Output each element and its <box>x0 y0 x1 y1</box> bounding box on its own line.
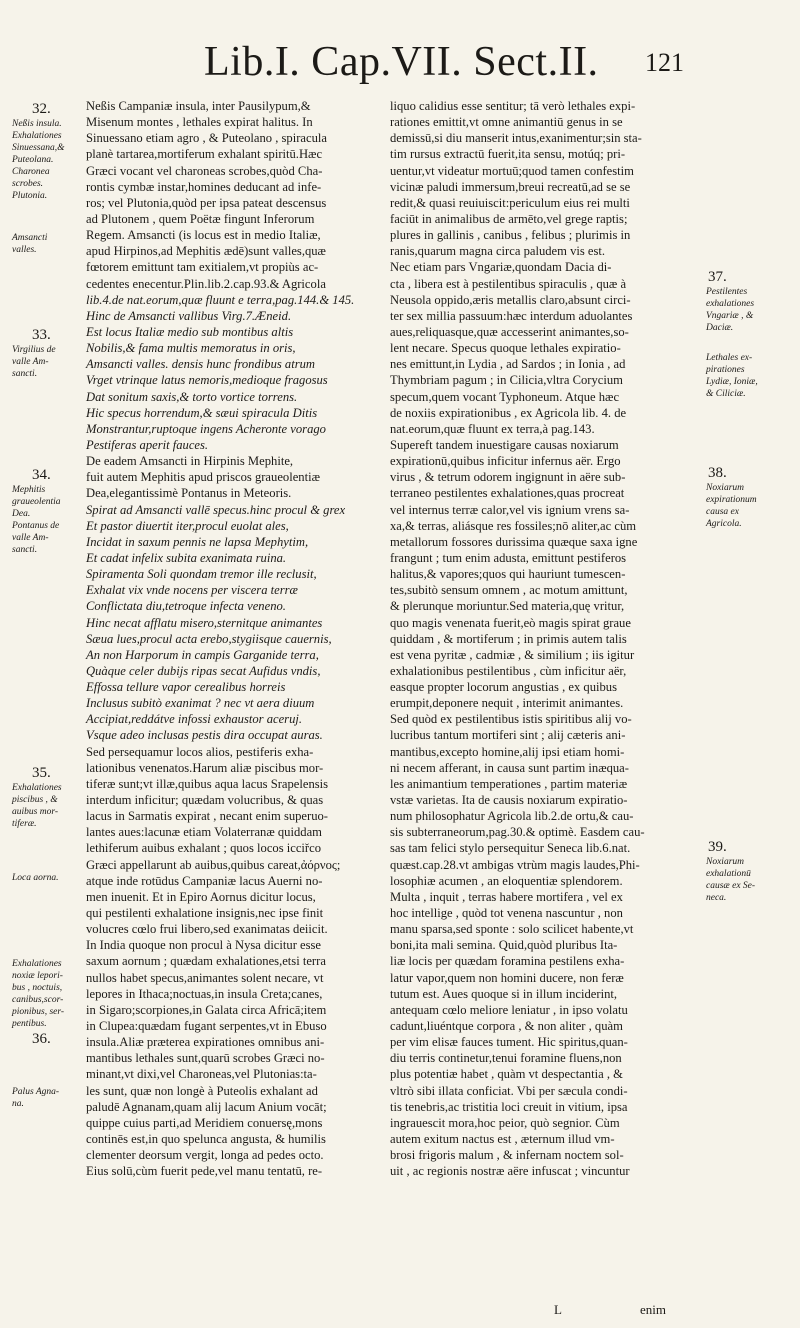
text-line: sas tam felici stylo persequitur Seneca lib.6.nat. <box>390 841 631 856</box>
text-line: Quàque celer dubijs ripas secat Aufidus vndis, <box>86 663 321 678</box>
margin-note-line: Pontanus de <box>12 521 60 531</box>
text-line: men inuenit. Et in Epiro Aornus dicitur locus, <box>86 889 316 904</box>
text-line: ter sex millia passuum:hæc interdum aduolantes <box>390 308 633 323</box>
text-line: Sed quòd ex pestilentibus istis spiritibus alij vo- <box>390 712 632 727</box>
margin-note-line: tiferæ. <box>12 819 37 829</box>
margin-section-number: 32. <box>32 101 51 117</box>
text-line: aues,reliquasque,quæ accesserint animantes,so- <box>390 324 629 339</box>
text-line: apud Hirpinos,ad Mephitis ædē)sunt valles,quæ <box>86 244 326 259</box>
text-line: liquo calidius esse sentitur; tā verò lethales expi- <box>390 99 636 113</box>
text-line: ros; vel Plutonia,quòd per ipsa pateat descensus <box>86 195 327 210</box>
margin-note-line: graueolentia <box>12 497 61 507</box>
margin-note-line: & Ciliciæ. <box>706 389 746 399</box>
text-line: tim rursus extractū fuerit,ita sensu, motúq; pri- <box>390 147 626 162</box>
text-line: vltrò sibi illata conficiat. Vbi per sæcula condi- <box>390 1083 628 1098</box>
margin-note-line: Exhalationes <box>12 959 62 969</box>
text-line: virus , & tetrum odorem ingignunt in aëre sub- <box>390 470 626 485</box>
text-line: cta , libera est à pestilentibus spiraculis , quæ à <box>390 276 627 291</box>
text-line: Dat sonitum saxis,& torto vortice torrens. <box>86 389 298 404</box>
margin-note-line: exhalationū <box>706 869 751 879</box>
text-line: diu terris continetur,tenui foramine fluens,non <box>390 1051 622 1066</box>
margin-note-line: Charonea <box>12 167 50 177</box>
margin-note-line: causæ ex Se- <box>706 881 756 891</box>
margin-note-line: Agricola. <box>706 519 742 529</box>
margin-note <box>12 764 82 830</box>
text-line: sis subterraneorum,pag.30.& optimè. Easdem cau- <box>390 825 645 840</box>
text-line: paludē Agnanam,quam alij lacum Anium vocāt; <box>86 1099 327 1114</box>
left-text-column <box>86 98 370 1179</box>
text-line: lationibus venenatos.Harum aliæ piscibus mor- <box>86 760 324 775</box>
margin-note <box>706 352 776 400</box>
signature-mark: L <box>554 1302 562 1317</box>
margin-note-line: expirationum <box>706 495 757 505</box>
text-line: Vsque adeo inclusas pestis dira occupat auras. <box>86 728 323 743</box>
text-line: hoc intellige , quòd tot venena nascuntur , non <box>390 906 623 921</box>
text-line: ingrauescit mora,hoc peior, quò segnior. Cùm <box>390 1115 620 1130</box>
text-line: uit , ac regionis nostræ aëre infuscat ; vincuntur <box>390 1164 630 1179</box>
text-line: lent necare. Specus quoque lethales expiratio- <box>390 341 621 356</box>
margin-note <box>706 464 776 530</box>
margin-note-line: Pestilentes <box>706 287 748 297</box>
text-line: quiddam , & mortiferum ; in primis autem talis <box>390 631 627 646</box>
margin-note-line: Plutonia. <box>12 191 48 201</box>
text-line: In India quoque non procul à Nysa dicitur esse <box>86 938 322 953</box>
text-line: Monstrantur,ruptoque ingens Acheronte vorago <box>86 421 326 436</box>
margin-note-line: exhalationes <box>706 299 755 309</box>
margin-note-line: Neßis insula. <box>12 119 62 129</box>
text-line: ni necem afferant, in causa sunt partim inæqua- <box>390 760 629 775</box>
text-line: fuit autem Mephitis apud priscos graueolentiæ <box>86 470 320 485</box>
margin-section-number: 37. <box>708 269 727 285</box>
text-line: exhalationibus pestilentibus , cùm inficitur aër, <box>390 663 627 678</box>
text-line: expirationū,quibus inficitur infernus aër. Ergo <box>390 454 621 469</box>
margin-note-line: Vngariæ , & <box>706 311 754 321</box>
text-line: rontis cymbæ instar,homines deducant ad infe- <box>86 179 322 194</box>
margin-note-line: Noxiarum <box>706 857 744 867</box>
text-line: atque inde rotūdus Campaniæ lacus Auerni no- <box>86 873 323 888</box>
catchword: enim <box>640 1302 666 1317</box>
text-line: tes,subitò sensum omnem , ac motum amittunt, <box>390 583 628 598</box>
text-line: Effossa tellure vapor cerealibus horreis <box>86 680 286 695</box>
margin-section-number: 38. <box>708 465 727 481</box>
text-line: qui pestilenti exhalatione insignis,nec ipse finit <box>86 906 324 921</box>
text-line: autem exitum nactus est , æternum illud vm- <box>390 1132 615 1146</box>
text-line: clementer deorsum vergit, longa ad pedes octo. <box>86 1148 324 1163</box>
text-line: vel internus terræ calor,vel vis ignium vrens sa- <box>390 502 630 517</box>
text-line: lib.4.de nat.eorum,quæ fluunt e terra,pag.144.& 145. <box>86 292 355 307</box>
text-line: Inclusus subitò exanimat ? nec vt aera diuum <box>86 696 315 711</box>
text-line: Spirat ad Amsancti vallē specus.hinc procul & grex <box>86 502 346 517</box>
text-line: lucribus tantum mortiferi sint ; alij cæteris ani- <box>390 728 626 743</box>
text-line: Est locus Italiæ medio sub montibus altis <box>86 324 294 339</box>
margin-note-line: Amsancti <box>12 233 48 243</box>
text-line: Regem. Amsancti (is locus est in medio Italiæ, <box>86 228 321 243</box>
text-line: ranis,quarum magna circa paludem vis est. <box>390 244 606 259</box>
text-line: rationes emittit,vt omne animantiū genus in se <box>390 115 623 130</box>
margin-note-line: valle Am- <box>12 357 49 367</box>
running-head <box>0 38 800 98</box>
text-line: metallorum fossores durissima quæque saxa igne <box>390 534 638 549</box>
text-line: manu sparsa,sed sponte : solo scilicet habente,vt <box>390 922 634 937</box>
margin-note-line: Loca aorna. <box>12 873 59 883</box>
margin-section-number: 39. <box>708 839 727 855</box>
text-line: Amsancti valles. densis hunc frondibus atrum <box>86 357 316 372</box>
text-line: Supereft tandem inuestigare causas noxiarum <box>390 437 619 452</box>
margin-note-line: Lydiæ, Ioniæ, <box>706 377 758 387</box>
text-line: De eadem Amsancti in Hirpinis Mephite, <box>86 454 294 469</box>
margin-section-number: 33. <box>32 327 51 343</box>
text-line: in Clupea:quædam fugant serpentes,vt in Ebuso <box>86 1019 327 1034</box>
text-line: quippe cuius parti,ad Meridiem conuersę,mons <box>86 1115 323 1130</box>
margin-note-line: Exhalationes <box>12 783 62 793</box>
text-line: losophiæ acumen , an eloquentiæ splendorem. <box>390 873 623 888</box>
margin-note-line: sancti. <box>12 369 38 379</box>
text-line: vicinæ paludi immersum,breui recreatū,ad se se <box>390 179 631 194</box>
text-line: Multa , inquit , terras habere mortifera , vel ex <box>390 889 623 904</box>
margin-note-line: canibus,scor- <box>12 995 64 1005</box>
text-line: tiferæ sunt;vt illæ,quibus aqua lacus Srapelensis <box>86 776 329 791</box>
text-line: Neßis Campaniæ insula, inter Pausilypum,& <box>86 99 311 113</box>
text-line: uentur,vt videatur mortuū;quod tamen confestim <box>390 163 634 178</box>
text-line: Sæua lues,procul acta erebo,stygiisque cauernis, <box>86 631 332 646</box>
text-line: de noxiis expirationibus , ex Agricola lib. 4. de <box>390 405 627 420</box>
margin-note-line: na. <box>12 1099 24 1109</box>
margin-note <box>12 232 82 256</box>
margin-note-line: Lethales ex- <box>706 353 753 363</box>
text-line: Misenum montes , lethales expirat halitus. In <box>86 115 313 130</box>
text-line: est vena pyritæ , cadmiæ , & similium ; iis igitur <box>390 647 635 662</box>
margin-note-line: scrobes. <box>12 179 44 189</box>
text-line: halitus,& vapores;quos qui hauriunt tumescen- <box>390 567 626 582</box>
text-line: Hic specus horrendum,& sæui spiracula Ditis <box>86 405 318 420</box>
text-line: antequam cœlo meliore leniatur , in ipso volatu <box>390 1002 628 1017</box>
margin-note-line: auibus mor- <box>12 807 58 817</box>
page-number: 121 <box>645 48 684 77</box>
text-line: Et pastor diuertit iter,procul euolat ales, <box>86 518 289 533</box>
margin-note-line: Dea. <box>12 509 31 519</box>
text-line: Hinc de Amsancti vallibus Virg.7.Æneid. <box>86 308 292 323</box>
text-line: cedentes enecentur.Plin.lib.2.cap.93.& Agricola <box>86 276 326 291</box>
text-line: liæ locis per quædam foramina pestilens exha- <box>390 954 625 969</box>
text-line: planè tartarea,mortiferum exhalant spiritū.Hæc <box>86 147 323 162</box>
margin-note-line: causa ex <box>706 507 739 517</box>
right-text-column <box>390 98 698 1179</box>
text-line: plures in gallinis , canibus , felibus ; plurimis in <box>390 228 631 243</box>
text-line: easque propter locorum angustias , ex quibus <box>390 680 617 695</box>
margin-note-line: sancti. <box>12 545 38 555</box>
text-line: Exhalat vix vnde nocens per viscera terræ <box>86 583 298 598</box>
text-line: les animantium temperationes , partim materiæ <box>390 776 628 791</box>
margin-note-line: Palus Agna- <box>12 1087 60 1097</box>
text-line: nes emittunt,in Lydia , ad Sardos ; in Ionia , ad <box>390 357 626 372</box>
margin-note-line: piscibus , & <box>12 795 58 805</box>
margin-note-line: pentibus. <box>12 1019 47 1029</box>
text-line: Græci appellarunt ab auibus,quibus careat,ἀόρνος; <box>86 857 341 872</box>
text-line: ad Plutonem , quem Poëtæ fingunt Inferorum <box>86 211 315 226</box>
text-line: faciūt in animalibus de armēto,vel grege raptis; <box>390 211 628 226</box>
margin-note <box>12 958 82 1030</box>
text-line: Incidat in saxum pennis ne lapsa Mephytim, <box>86 534 309 549</box>
text-line: Hinc necat afflatu misero,sternitque animantes <box>86 615 323 630</box>
text-line: Dea,elegantissimè Pontanus in Meteoris. <box>86 486 292 501</box>
margin-note-line: valle Am- <box>12 533 49 543</box>
margin-note-line: Puteolana. <box>12 155 54 165</box>
text-line: insula.Aliæ præterea expirationes omnibus ani- <box>86 1035 325 1050</box>
text-line: erumpit,deponere nequit , interimit animantes. <box>390 696 624 711</box>
margin-note <box>12 100 82 202</box>
text-line: Neusola oppido,æris metallis claro,absunt circi- <box>390 292 631 307</box>
text-line: Thymbriam pagum ; in Cilicia,vltra Corycium <box>390 373 623 388</box>
margin-note-line: Mephitis <box>12 485 46 495</box>
text-line: Nobilis,& fama multis memoratus in oris, <box>86 341 296 356</box>
margin-note-line: Virgilius de <box>12 345 56 355</box>
text-line: Nec etiam pars Vngariæ,quondam Dacia di- <box>390 260 612 275</box>
margin-note-line: Noxiarum <box>706 483 744 493</box>
text-line: mantibus lethales sunt,quarū scrobes Græci no- <box>86 1051 325 1066</box>
text-line: continēs est,in quo speluncа angusta, & humilis <box>86 1132 326 1146</box>
margin-note <box>12 326 82 380</box>
text-line: specum,quem vocant Typhoneum. Atque hæc <box>390 389 620 404</box>
text-line: frangunt ; tum enim adusta, emittunt pestiferos <box>390 550 627 565</box>
text-line: demissū,si diu manserit intus,exanimentur;sin sta- <box>390 131 642 146</box>
text-line: in Sigaro;scorpiones,in Galata circa Africā;item <box>86 1002 327 1017</box>
text-line: xa,& terras, aliásque res fossiles;nō aliter,ac cùm <box>390 518 637 533</box>
text-line: boni,ita mali semina. Quid,quòd pluribus Ita- <box>390 938 618 953</box>
text-line: terraneo pestilentes exhalationes,quas procreat <box>390 486 625 501</box>
text-line: nullos habet specus,animantes solent necare, vt <box>86 970 324 985</box>
margin-note <box>706 268 776 334</box>
text-line: lethiferum auibus exhalant ; quos locos icciřco <box>86 841 322 856</box>
text-line: lepores in Ithaca;noctuas,in insula Creta;canes, <box>86 986 323 1001</box>
margin-note <box>12 1086 82 1110</box>
text-line: per vim elisæ fauces tument. Hic spiritus,quan- <box>390 1035 628 1050</box>
text-line: minant,vt dixi,vel Charoneas,vel Plutonias:ta- <box>86 1067 317 1082</box>
text-line: Sed persequamur locos alios, pestiferis exha- <box>86 744 314 759</box>
margin-note-line: Daciæ. <box>706 323 734 333</box>
margin-note <box>12 1030 82 1048</box>
text-line: Et cadat infelix subita exanimata ruina. <box>86 550 287 565</box>
text-line: Eius solū,cùm fuerit pede,vel manu tentatū, re- <box>86 1164 323 1179</box>
text-line: redit,& quasi reuiuiscit:periculum eius rei multi <box>390 195 630 210</box>
margin-note-line: pirationes <box>706 365 745 375</box>
text-line: lacus in Sarmatis expirat , necant enim superuo- <box>86 809 329 824</box>
text-line: fœtorem emittunt tam exitialem,vt propiùs ac- <box>86 260 319 275</box>
margin-note-line: pionibus, ser- <box>12 1007 65 1017</box>
text-line: quo magis venenata fuerit,eò magis spirat graue <box>390 615 631 630</box>
text-line: saxum aornum ; quædam exhalationes,etsi terra <box>86 954 326 969</box>
margin-note-line: neca. <box>706 893 727 903</box>
text-line: mantibus,excepto homine,alij ipsi etiam homi- <box>390 744 625 759</box>
margin-section-number: 35. <box>32 765 51 781</box>
text-line: num philosophatur Agricola lib.2.de ortu,& cau- <box>390 809 634 824</box>
text-line: & plerunque moriuntur.Sed materia,quę vritur, <box>390 599 625 614</box>
text-line: brosi frigoris malum , & infernam noctem sol- <box>390 1148 624 1163</box>
margin-note-line: Exhalationes <box>12 131 62 141</box>
text-line: les sunt, quæ non longè à Puteolis exhalant ad <box>86 1083 318 1098</box>
text-line: Vrget vtrinque latus nemoris,medioque fragosus <box>86 373 328 388</box>
text-line: tutum est. Aues quoque si in illum inciderint, <box>390 986 618 1001</box>
text-line: Spiramenta Soli quondam tremor ille reclusit, <box>86 567 317 582</box>
text-line: nat.eorum,quæ fluunt ex terra,à pag.143. <box>390 421 595 436</box>
margin-note-line: Sinuessana,& <box>12 143 65 153</box>
text-line: volucres cœlo frui libero,sed exanimatas deiicit. <box>86 922 328 937</box>
text-line: vstæ varietas. Ita de causis noxiarum expiratio- <box>390 793 628 808</box>
text-line: quæst.cap.28.vt ambigas vtrùm magis laudes,Phi- <box>390 857 640 872</box>
text-line: Græci vocant vel charoneas scrobes,quòd Cha- <box>86 163 323 178</box>
margin-note <box>12 466 82 556</box>
text-line: lantes aues:lacunæ etiam Volaterranæ quiddam <box>86 825 322 840</box>
text-line: cadunt,liuéntque corpora , & non aliter , quàm <box>390 1019 623 1034</box>
text-line: interdum inficitur; quædam volucribus, & quas <box>86 793 324 808</box>
text-line: Accipiat,reddátve infossi exhaustor aceruj. <box>86 712 303 727</box>
text-line: tis tenebris,ac tristitia loci creuit in vitium, ipsa <box>390 1099 628 1114</box>
text-line: Conflictata diu,tetroque infecta veneno. <box>86 599 286 614</box>
margin-note <box>706 838 776 904</box>
text-line: Pestiferas aperit fauces. <box>86 437 209 452</box>
text-line: An non Harporum in campis Garganide terra, <box>86 647 319 662</box>
running-title: Lib.I. Cap.VII. Sect.II. <box>204 39 599 85</box>
margin-note-line: bus , noctuis, <box>12 983 63 993</box>
text-line: plus potentiæ habet , quàm vt despectantia , & <box>390 1067 623 1082</box>
margin-section-number: 36. <box>32 1031 51 1047</box>
margin-note-line: valles. <box>12 245 37 255</box>
margin-section-number: 34. <box>32 467 51 483</box>
margin-note-line: noxiæ lepori- <box>12 971 63 981</box>
margin-note <box>12 872 82 884</box>
text-line: Sinuessano etiam agro , & Puteolano , spiracula <box>86 131 327 146</box>
text-line: latur vapor,quem non homini ducere, non feræ <box>390 970 624 985</box>
